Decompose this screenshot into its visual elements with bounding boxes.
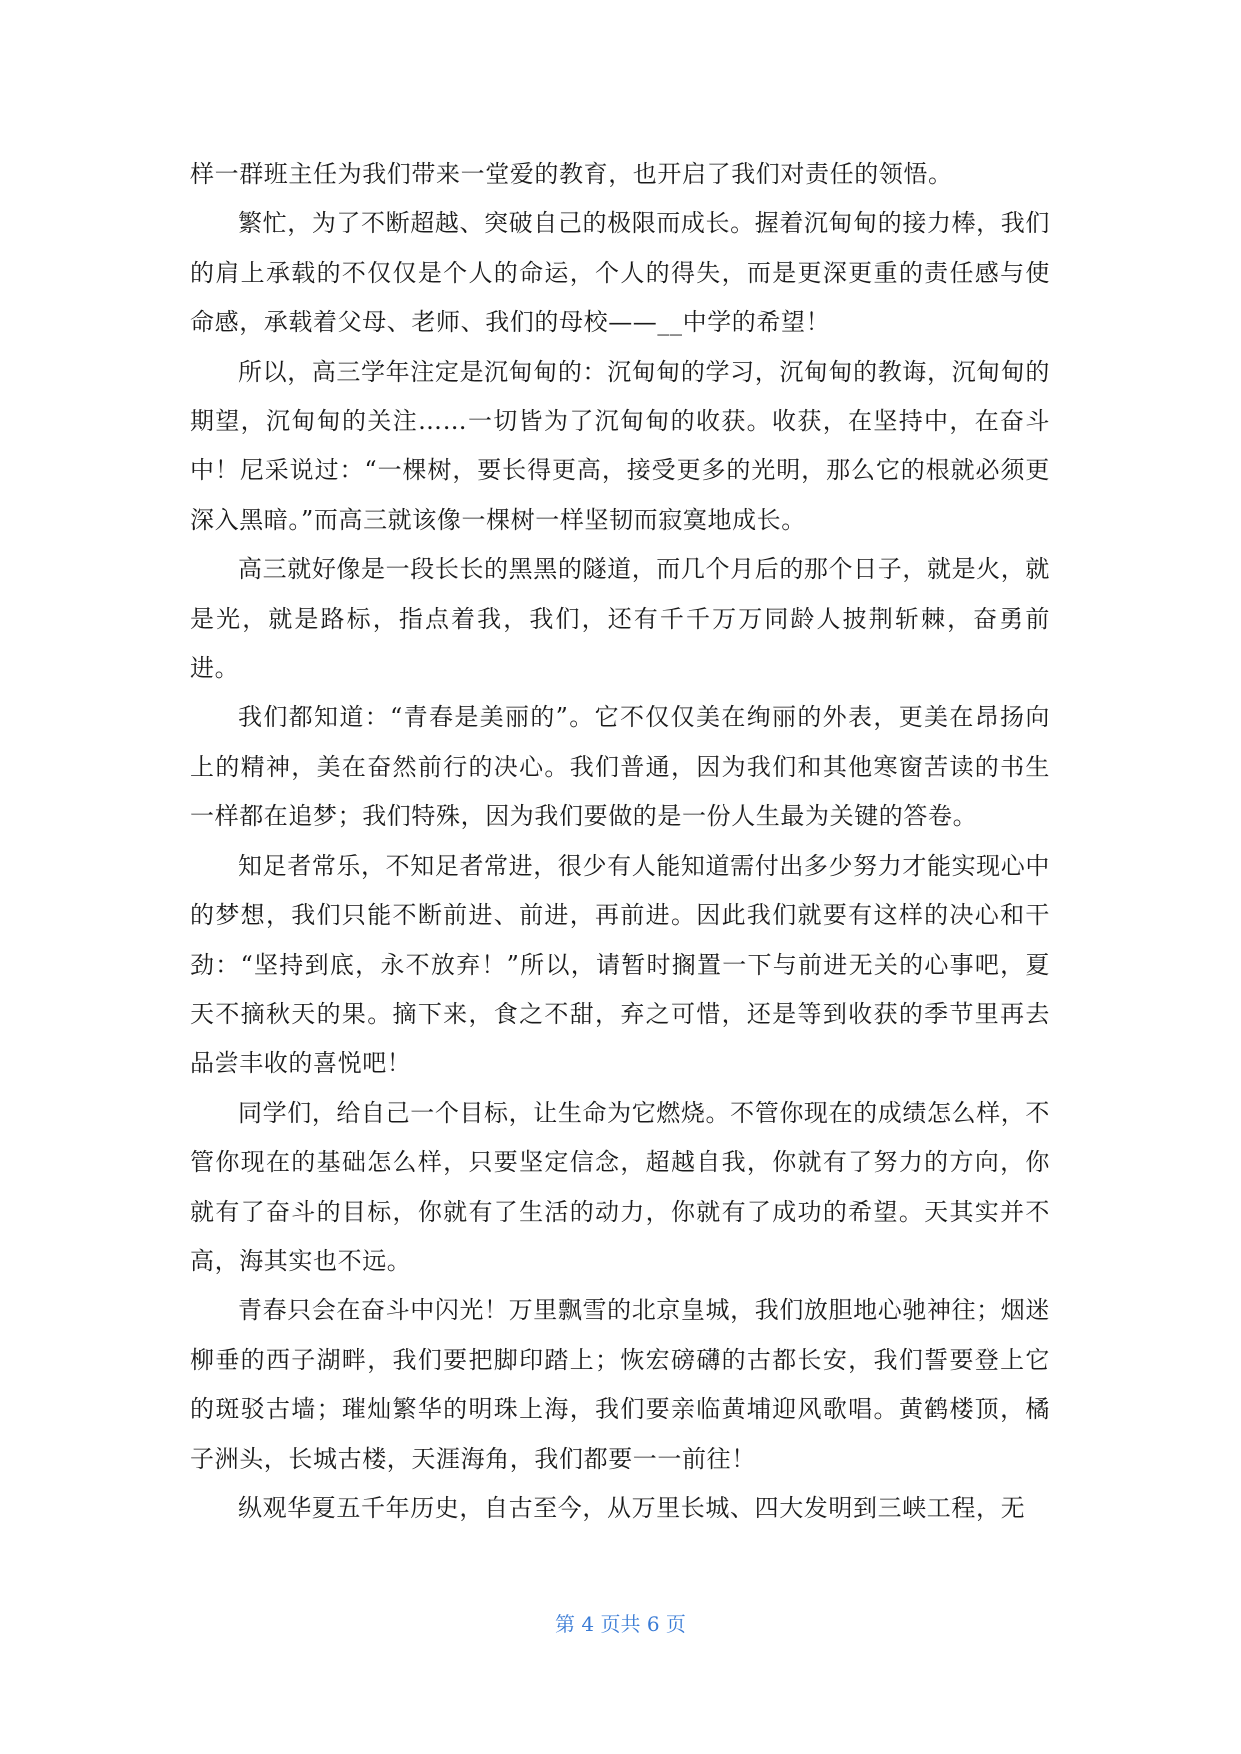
paragraph-8: 青春只会在奋斗中闪光！万里飘雪的北京皇城，我们放胆地心驰神往；烟迷柳垂的西子湖畔，我们要把脚印踏上；恢宏磅礴的古都长安，我们誓要登上它的斑驳古墙；璀灿繁华的明珠上海，我们要亲临黄埔迎风歌唱。黄鹤楼顶，橘子洲头，长城古楼，天涯海角，我们都要一一前往！ xyxy=(190,1296,1050,1473)
page-number-footer: 第 4 页共 6 页 xyxy=(555,1612,686,1636)
paragraph-5: 我们都知道：“青春是美丽的”。它不仅仅美在绚丽的外表，更美在昂扬向上的精神，美在奋然前行的决心。我们普通，因为我们和其他寒窗苦读的书生一样都在追梦；我们特殊，因为我们要做的是一份人生最为关键的答卷。 xyxy=(190,703,1050,831)
paragraph-2: 繁忙，为了不断超越、突破自己的极限而成长。握着沉甸甸的接力棒，我们的肩上承载的不仅仅是个人的命运，个人的得失，而是更深更重的责任感与使命感，承载着父母、老师、我们的母校——__中学的希望！ xyxy=(190,209,1050,337)
paragraph-9: 纵观华夏五千年历史，自古至今，从万里长城、四大发明到三峡工程，无 xyxy=(238,1493,1026,1522)
paragraph-6: 知足者常乐，不知足者常进，很少有人能知道需付出多少努力才能实现心中的梦想，我们只能不断前进、前进，再前进。因此我们就要有这样的决心和干劲：“坚持到底，永不放弃！”所以，请暂时搁置一下与前进无关的心事吧，夏天不摘秋天的果。摘下来，食之不甜，弃之可惜，还是等到收获的季节里再去品尝丰收的喜悦吧！ xyxy=(190,851,1050,1078)
document-body xyxy=(190,150,1050,1533)
paragraph-7: 同学们，给自己一个目标，让生命为它燃烧。不管你现在的成绩怎么样，不管你现在的基础怎么样，只要坚定信念，超越自我，你就有了努力的方向，你就有了奋斗的目标，你就有了生活的动力，你就有了成功的希望。天其实并不高，海其实也不远。 xyxy=(190,1098,1050,1275)
paragraph-3: 所以，高三学年注定是沉甸甸的：沉甸甸的学习，沉甸甸的教诲，沉甸甸的期望，沉甸甸的关注……一切皆为了沉甸甸的收获。收获，在坚持中，在奋斗中！尼采说过：“一棵树，要长得更高，接受更多的光明，那么它的根就必须更深入黑暗。”而高三就该像一棵树一样坚韧而寂寞地成长。 xyxy=(190,357,1050,534)
paragraph-4: 高三就好像是一段长长的黑黑的隧道，而几个月后的那个日子，就是火，就是光，就是路标，指点着我，我们，还有千千万万同龄人披荆斩棘，奋勇前进。 xyxy=(190,555,1050,683)
paragraph-1: 样一群班主任为我们带来一堂爱的教育，也开启了我们对责任的领悟。 xyxy=(190,160,953,188)
